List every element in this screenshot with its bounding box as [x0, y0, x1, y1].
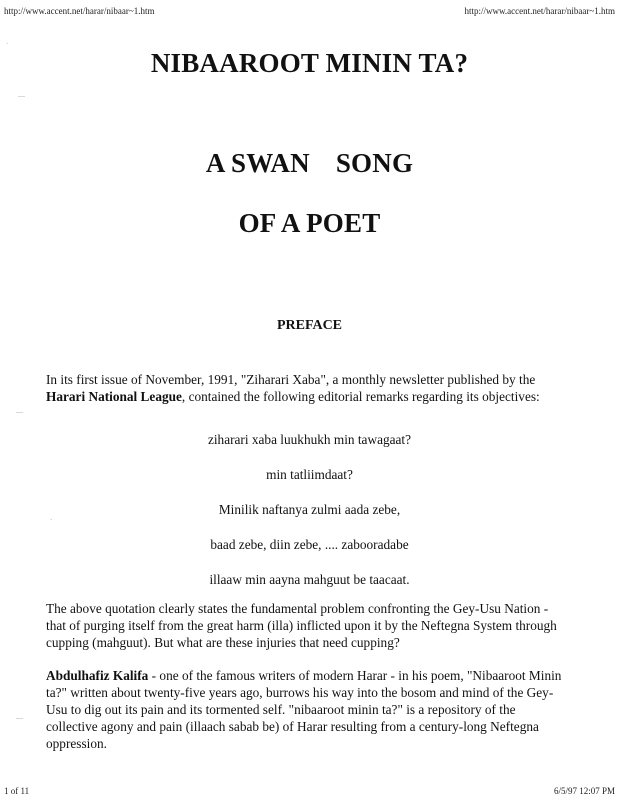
footer-page-number: 1 of 11: [4, 786, 30, 796]
footer-datetime: 6/5/97 12:07 PM: [553, 786, 615, 796]
preface-heading: PREFACE: [276, 318, 343, 333]
scan-speck: ·: [50, 516, 53, 524]
scan-speck: ―: [16, 714, 23, 722]
scan-speck: ―: [16, 408, 23, 416]
scan-speck: ·: [6, 40, 9, 48]
verse-line-5: illaaw min aayna mahguut be taacaat.: [209, 572, 410, 587]
title-line-3: OF A POET: [238, 208, 381, 238]
paragraph-intro: [46, 371, 566, 405]
title-line-2: [0, 148, 619, 179]
author-name: Abdulhafiz Kalifa: [46, 668, 149, 683]
verse-line-1: ziharari xaba luukhukh min tawagaat?: [207, 432, 412, 447]
paragraph-quotation-analysis: The above quotation clearly states the fundamental problem confronting the Gey-Usu Nation -that of purging itself from the great harm (illa) inflicted upon it by the Neftegna System through cupping (mahguut). But what are these injuries that need cupping?: [46, 601, 557, 650]
paragraph-author: [46, 667, 566, 752]
header-url-right: http://www.accent.net/harar/nibaar~1.htm: [464, 6, 615, 16]
title-line-1: NIBAAROOT MININ TA?: [150, 48, 469, 78]
verse-line-2: min tatliimdaat?: [266, 467, 353, 482]
title-line-2-part-b: SONG: [335, 148, 414, 178]
verse-line-4: baad zebe, diin zebe, .... zabooradabe: [210, 537, 409, 552]
scan-speck: ―: [18, 92, 25, 100]
title-line-2-part-a: A SWAN: [205, 148, 310, 178]
harari-national-league: Harari National League: [46, 389, 182, 404]
header-url-left: http://www.accent.net/harar/nibaar~1.htm: [4, 6, 155, 16]
paragraph-author-text: - one of the famous writers of modern Harar - in his poem, "Nibaaroot Minin ta?" written about twenty-five years ago, burrows his way into the bosom and mind of the Gey-Usu to dig out its pain and its tormented self. "nibaaroot minin ta?" is a repository of the collective agony and pain (illaach sabab be) of Harar resulting from a century-long Neftegna oppression.: [46, 668, 562, 751]
verse-line-3: Minilik naftanya zulmi aada zebe,: [218, 502, 401, 517]
paragraph-intro-text-a: In its first issue of November, 1991, "Ziharari Xaba", a monthly newsletter published by the: [46, 372, 536, 387]
paragraph-intro-text-b: , contained the following editorial remarks regarding its objectives:: [181, 389, 540, 404]
